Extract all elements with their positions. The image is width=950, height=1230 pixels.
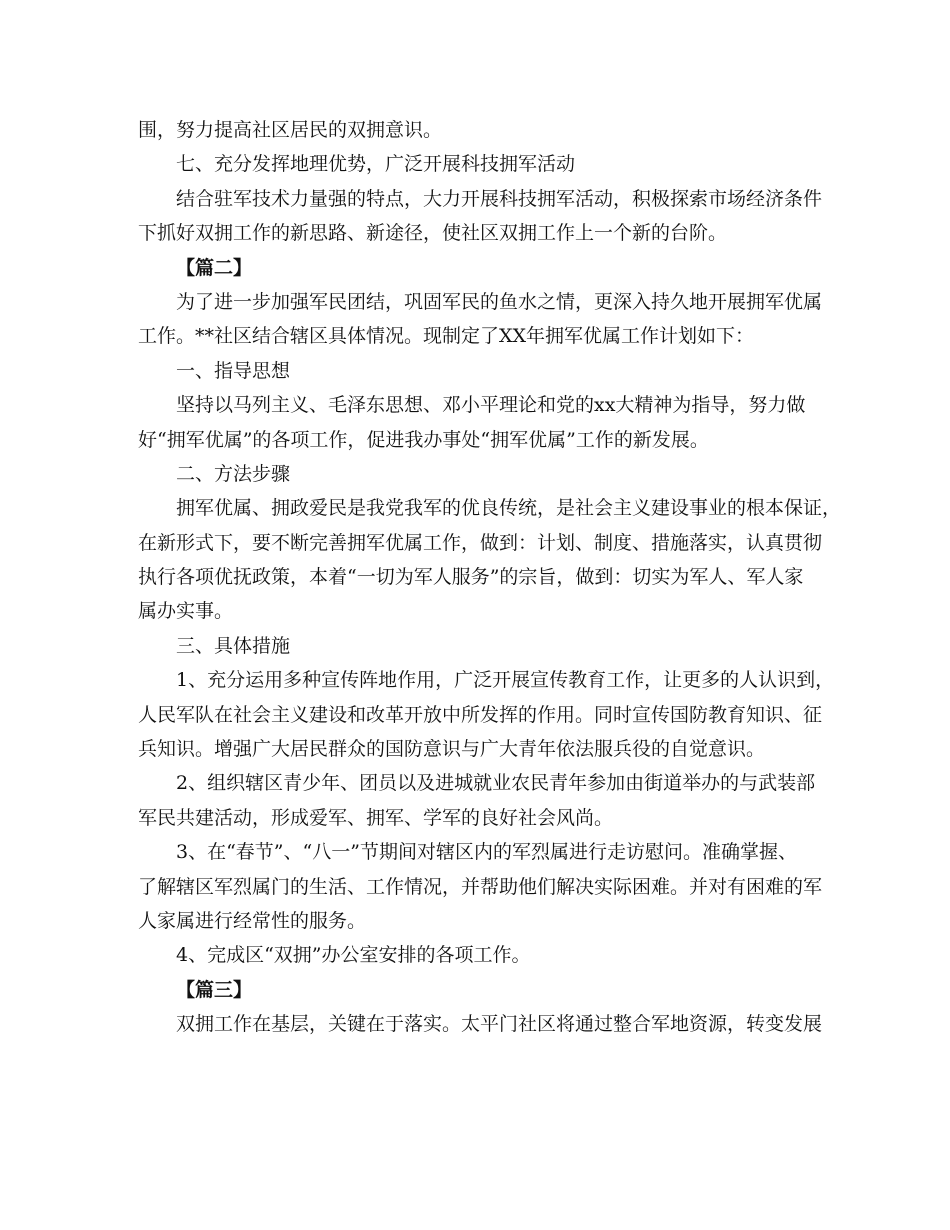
text-line: 拥军优属、拥政爱民是我党我军的优良传统，是社会主义建设事业的根本保证， — [176, 497, 842, 520]
text-line: 好“拥军优属”的各项工作，促进我办事处“拥军优属”工作的新发展。 — [138, 428, 709, 451]
text-line: 在新形式下，要不断完善拥军优属工作，做到：计划、制度、措施落实，认真贯彻 — [138, 531, 823, 554]
document-body — [138, 113, 842, 1042]
text-line: 双拥工作在基层，关键在于落实。太平门社区将通过整合军地资源，转变发展 — [176, 1013, 823, 1036]
section-heading: 【篇二】 — [176, 256, 253, 279]
text-line: 结合驻军技术力量强的特点，大力开展科技拥军活动，积极探索市场经济条件 — [176, 187, 823, 210]
text-line: 军民共建活动，形成爱军、拥军、学军的良好社会风尚。 — [138, 806, 614, 829]
text-line: 1、充分运用多种宣传阵地作用，广泛开展宣传教育工作，让更多的人认识到， — [176, 669, 835, 692]
text-line: 下抓好双拥工作的新思路、新途径，使社区双拥工作上一个新的台阶。 — [138, 222, 728, 245]
text-line: 属办实事。 — [138, 600, 234, 623]
text-line: 三、具体措施 — [176, 634, 291, 657]
text-line: 七、充分发挥地理优势，广泛开展科技拥军活动 — [176, 153, 576, 176]
text-line: 了解辖区军烈属门的生活、工作情况，并帮助他们解决实际困难。并对有困难的军 — [138, 875, 823, 898]
text-line: 二、方法步骤 — [176, 462, 291, 485]
text-line: 工作。**社区结合辖区具体情况。现制定了XX年拥军优属工作计划如下： — [138, 325, 755, 348]
text-line: 坚持以马列主义、毛泽东思想、邓小平理论和党的xx大精神为指导，努力做 — [176, 394, 806, 417]
text-line: 2、组织辖区青少年、团员以及进城就业农民青年参加由街道举办的与武装部 — [176, 772, 816, 795]
text-line: 执行各项优抚政策，本着“一切为军人服务”的宗旨，做到：切实为军人、军人家 — [138, 566, 804, 589]
text-line: 围，努力提高社区居民的双拥意识。 — [138, 119, 443, 141]
text-line: 人民军队在社会主义建设和改革开放中所发挥的作用。同时宣传国防教育知识、征 — [138, 703, 823, 726]
text-line: 3、在“春节”、“八一”节期间对辖区内的军烈属进行走访慰问。准确掌握、 — [176, 841, 797, 864]
text-line: 一、指导思想 — [176, 359, 291, 382]
text-line: 4、完成区“双拥”办公室安排的各项工作。 — [176, 944, 531, 967]
text-line: 人家属进行经常性的服务。 — [138, 909, 367, 932]
text-line: 为了进一步加强军民团结，巩固军民的鱼水之情，更深入持久地开展拥军优属 — [176, 290, 823, 313]
text-line: 兵知识。增强广大居民群众的国防意识与广大青年依法服兵役的自觉意识。 — [138, 738, 766, 761]
section-heading: 【篇三】 — [176, 978, 253, 1001]
